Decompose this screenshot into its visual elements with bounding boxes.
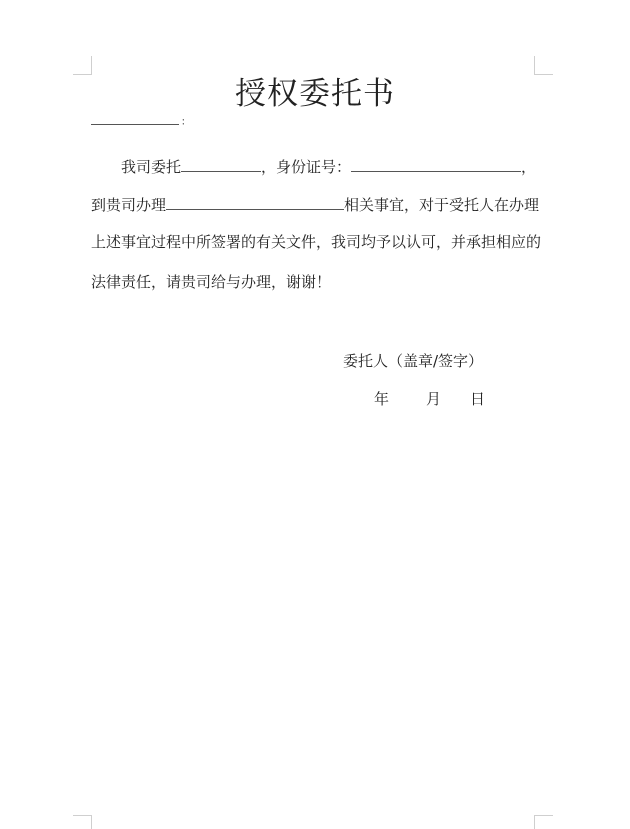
body-line-1 [91,156,541,178]
crop-mark-bottom-left [73,815,92,829]
date-month: 月 [426,390,442,408]
line1-prefix: 我司委托 [121,158,182,176]
id-number-blank [351,157,521,172]
document-title: 授权委托书 [235,76,395,112]
line1-mid: ，身份证号： [261,158,352,176]
line2-prefix: 到贵司办理 [91,196,167,214]
body-line-3: 上述事宜过程中所签署的有关文件，我司均予以认可，并承担相应的 [91,233,542,251]
line2-suffix: 相关事宜，对于受托人在办理 [344,196,540,214]
addressee-blank [91,110,179,125]
body-line-2 [91,194,541,216]
addressee-line [91,110,191,132]
signature-label: 委托人（盖章/签字） [343,352,484,370]
body-line-4: 法律责任，请贵司给与办理，谢谢！ [91,273,332,291]
matter-blank [166,195,344,210]
crop-mark-bottom-right [534,815,553,829]
date-year: 年 [374,390,390,408]
addressee-colon: ： [181,117,191,128]
signature-date [374,388,485,410]
line1-end: ， [521,158,537,176]
agent-name-blank [181,157,261,172]
date-day: 日 [470,390,486,408]
